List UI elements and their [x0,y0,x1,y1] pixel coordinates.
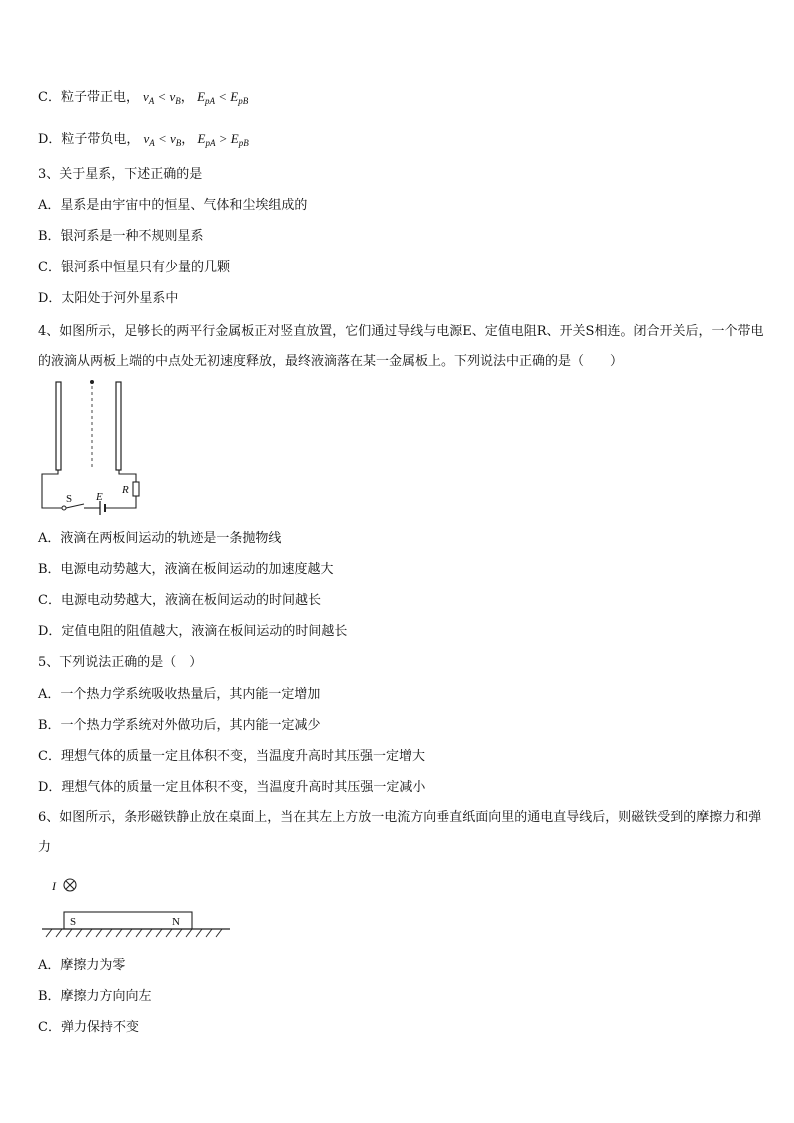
resistor [133,482,139,496]
resistor-label: R [122,484,129,496]
right-wire-bottom [106,496,136,508]
relation-2: < [215,89,231,104]
q2-option-c [38,88,248,110]
q4-option-c: C．电源电动势越大，液滴在板间运动的时间越长 [38,593,321,608]
current-label: I [52,879,56,893]
v-symbol: v [170,131,176,146]
q2-option-c-math [143,89,248,104]
v-symbol: v [169,89,176,104]
separator: ， [181,131,198,146]
q5-stem: 5、下列说法正确的是（ ） [38,655,203,670]
q4-option-d: D．定值电阻的阻值越大，液滴在板间运动的时间越长 [38,624,348,639]
q5-option-c: C．理想气体的质量一定且体积不变，当温度升高时其压强一定增大 [38,749,425,764]
q6-option-c: C．弹力保持不变 [38,1020,139,1035]
e-sub-b: pB [238,138,249,148]
q3-option-a: A．星系是由宇宙中的恒星、气体和尘埃组成的 [38,198,308,213]
q5-option-a: A．一个热力学系统吸收热量后，其内能一定增加 [38,687,321,702]
v-symbol: v [143,131,150,146]
v-sub-b: B [175,96,181,106]
north-pole-label: N [172,916,180,928]
e-symbol: E [230,89,239,104]
q6-option-a: A．摩擦力为零 [38,958,126,973]
q2-option-d-label: D．粒子带负电， [38,132,140,147]
q3-option-b: B．银河系是一种不规则星系 [38,229,204,244]
q2-option-d-math [143,131,248,146]
q6-option-b: B．摩擦力方向向左 [38,989,152,1004]
south-pole-label: S [70,916,77,928]
q4-circuit-figure [36,378,148,518]
current-into-page-icon [64,879,76,891]
v-sub-a: A [149,138,155,148]
switch-contact [62,506,66,510]
q4-option-a: A．液滴在两板间运动的轨迹是一条抛物线 [38,531,282,546]
e-sub-a: pA [205,96,216,106]
e-sub-b: pB [238,96,249,106]
left-plate [56,382,61,470]
q2-option-d [38,130,249,152]
table-hatching [46,929,222,937]
q5-option-b: B．一个热力学系统对外做功后，其内能一定减少 [38,718,321,733]
separator: ， [180,89,198,104]
e-symbol: E [197,131,206,146]
right-wire-top [119,470,136,482]
q3-stem: 3、关于星系，下述正确的是 [38,167,203,182]
right-plate [116,382,121,470]
v-symbol: v [142,89,149,104]
e-sub-a: pA [205,138,216,148]
relation-1: < [154,89,170,104]
q4-option-b: B．电源电动势越大，液滴在板间运动的加速度越大 [38,562,334,577]
q2-option-c-label: C．粒子带正电， [38,90,139,105]
e-symbol: E [197,89,206,104]
e-symbol: E [230,131,239,146]
q4-stem: 4、如图所示，足够长的两平行金属板正对竖直放置，它们通过导线与电源E、定值电阻R、开关S相连。闭合开关后，一个带电的液滴从两板上端的中点处无初速度释放，最终液滴落在某一金属板上。下列说法中正确的是（ ） [38,324,764,369]
q3-option-c: C．银河系中恒星只有少量的几颗 [38,260,230,275]
v-sub-a: A [148,96,155,106]
q6-magnet-figure [40,874,240,944]
relation-1: < [154,131,170,146]
relation-2: > [215,131,231,146]
droplet-dot [90,380,94,384]
q6-stem: 6、如图所示，条形磁铁静止放在桌面上，当在其左上方放一电流方向垂直纸面向里的通电直导线后，则磁铁受到的摩擦力和弹力 [38,810,762,855]
source-label: E [96,491,103,503]
q3-option-d: D．太阳处于河外星系中 [38,291,179,306]
switch-label: S [66,493,73,505]
q5-option-d: D．理想气体的质量一定且体积不变，当温度升高时其压强一定减小 [38,780,426,795]
left-wire [42,470,62,508]
v-sub-b: B [175,138,182,148]
